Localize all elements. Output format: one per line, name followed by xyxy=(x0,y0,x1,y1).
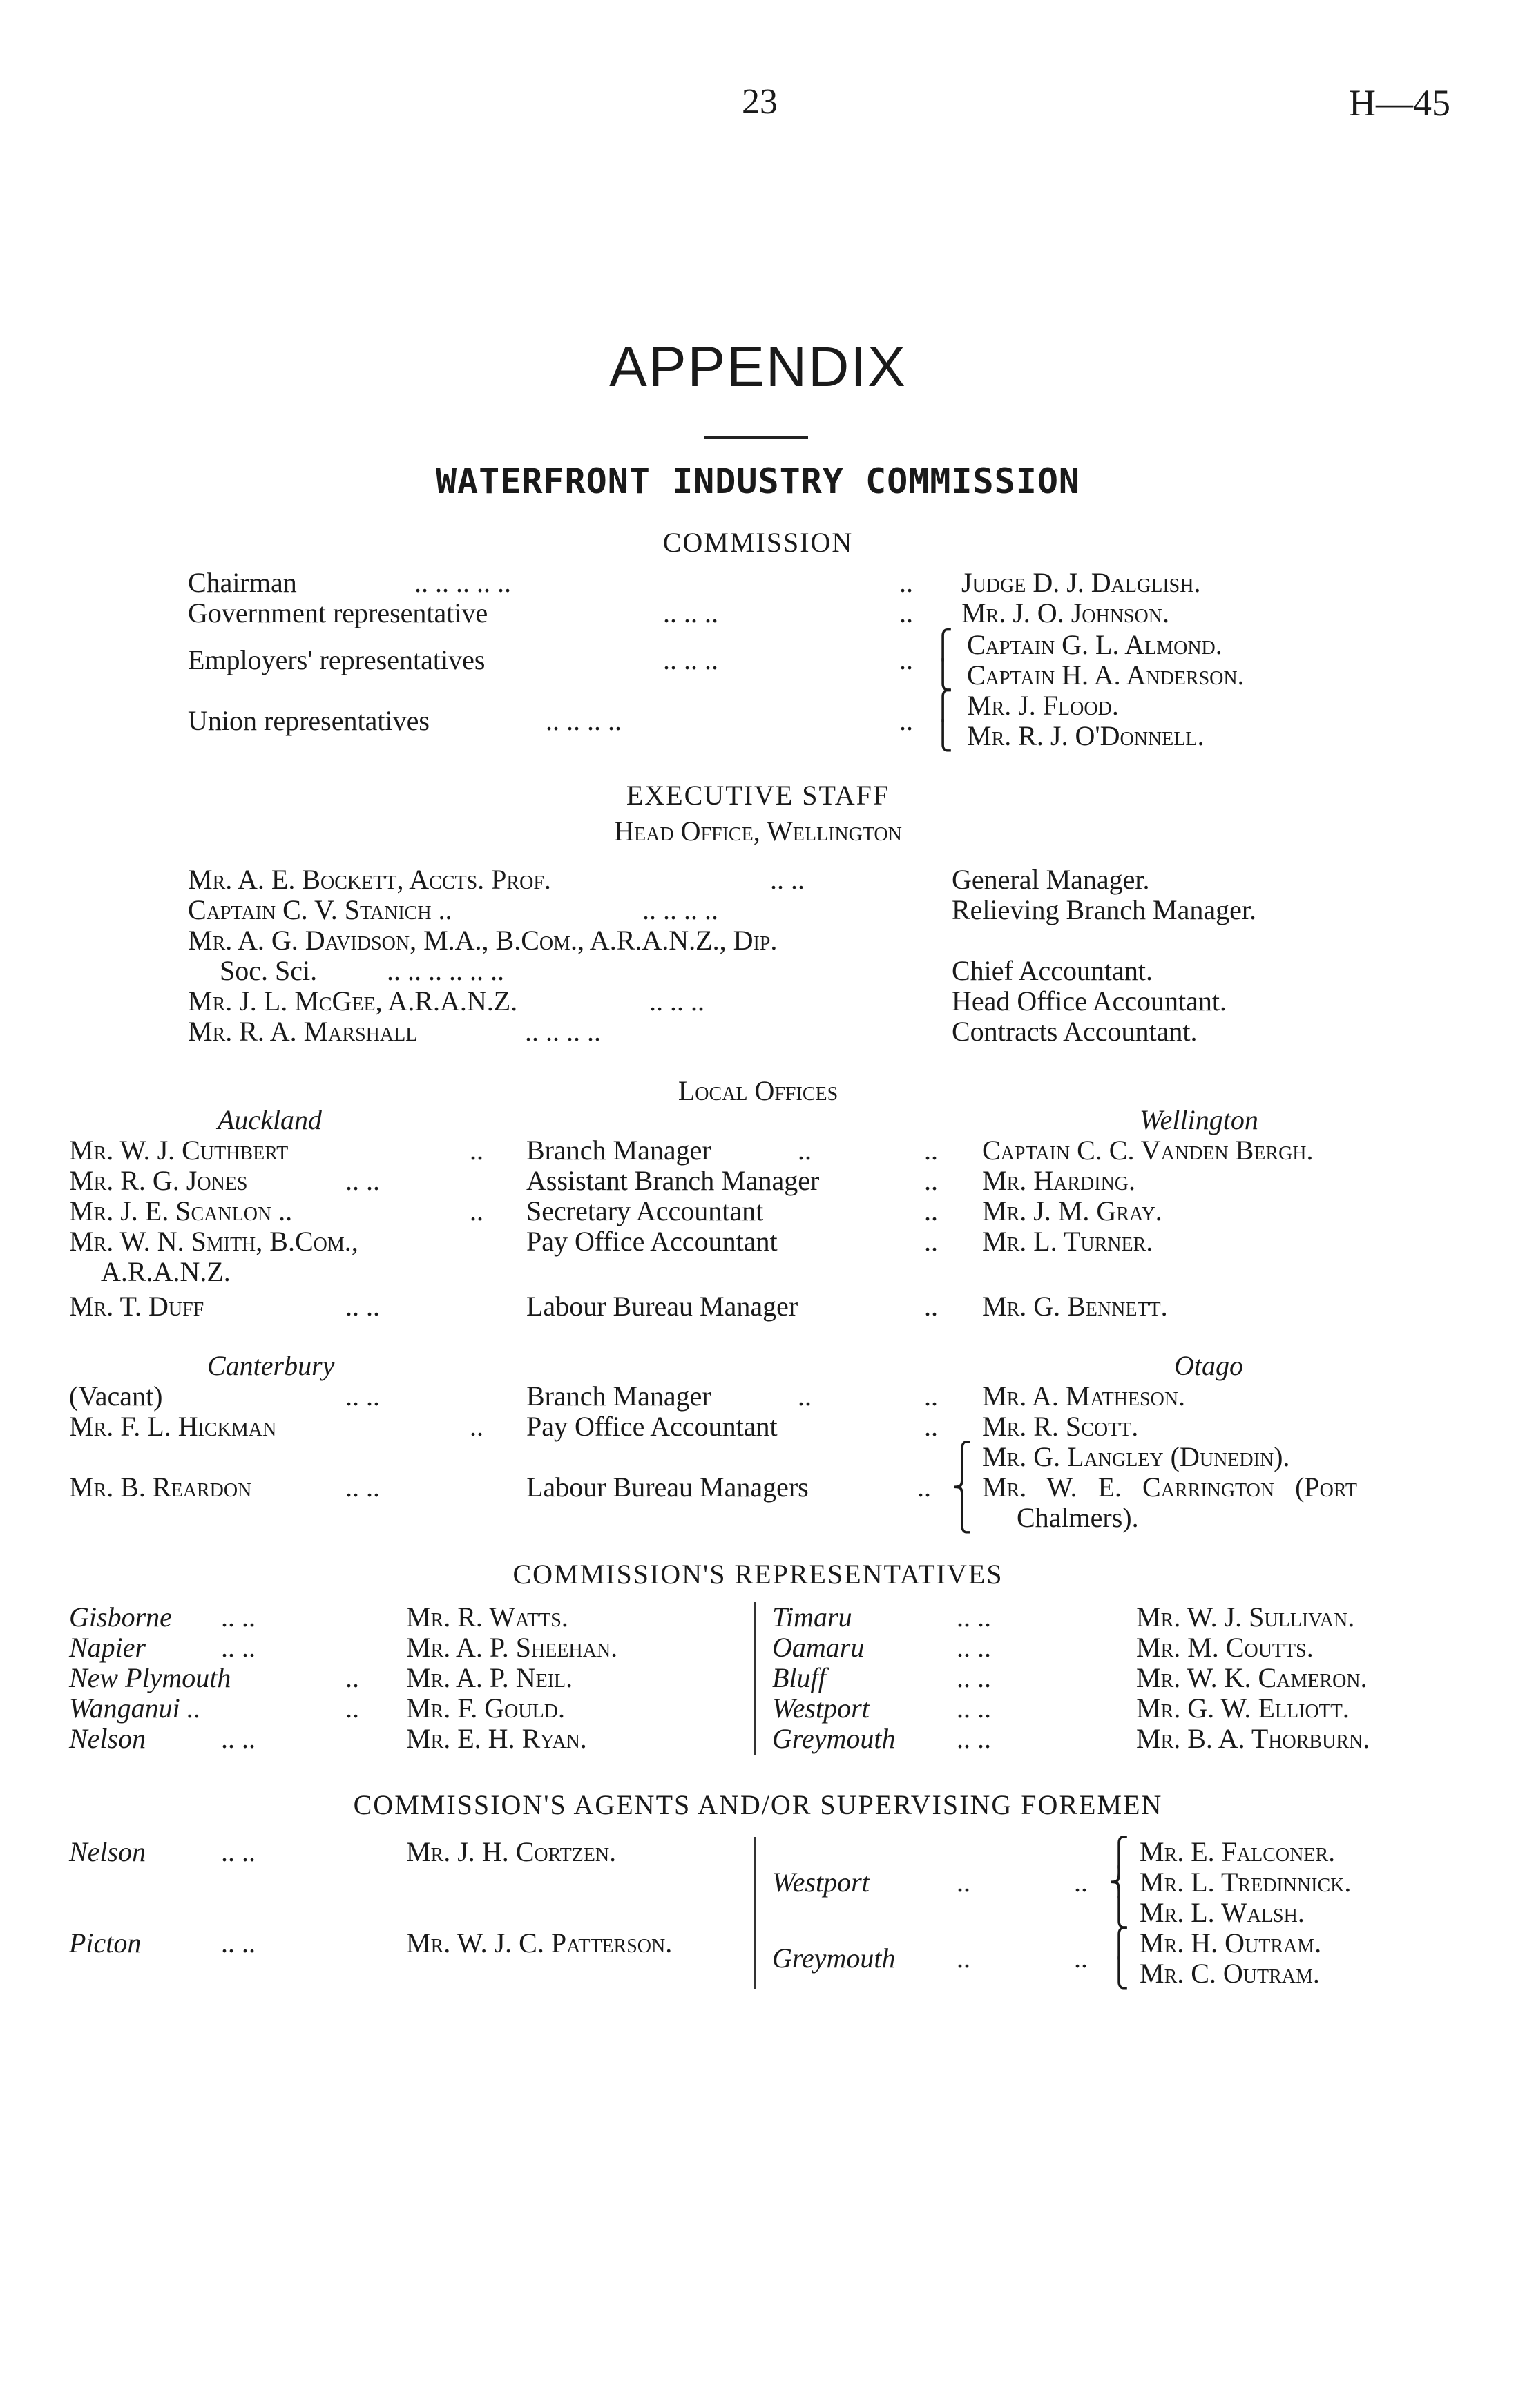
leader-dots: .. xyxy=(798,1135,812,1166)
leader-dots: .. xyxy=(345,1693,359,1724)
brace-top: ⎧ xyxy=(932,690,953,721)
leader-dots: .. xyxy=(924,1226,938,1257)
leader-dots: .. xyxy=(924,1195,938,1226)
foreman-name: Mr. E. Falconer. xyxy=(1140,1836,1336,1867)
brace-middle: ⎨ xyxy=(952,1472,972,1503)
agent-name: Mr. W. J. C. Patterson. xyxy=(406,1927,673,1958)
rep-place: Napier xyxy=(69,1632,146,1663)
leader-dots: .. xyxy=(899,705,913,736)
commission-leader: .. .. .. .. xyxy=(546,705,622,736)
rep-name: Mr. M. Coutts. xyxy=(1136,1632,1314,1663)
leader-dots: .. xyxy=(899,567,913,598)
leader-dots: .. .. xyxy=(221,1632,256,1663)
leader-dots: .. .. xyxy=(221,1836,256,1867)
leader-dots: .. xyxy=(957,1943,970,1974)
leader-dots: .. .. xyxy=(345,1472,380,1503)
foreman-name: Mr. L. Walsh. xyxy=(1140,1897,1305,1928)
region-otago: Otago xyxy=(1174,1350,1243,1381)
agents-heading: COMMISSION'S AGENTS AND/OR SUPERVISING FOREMEN xyxy=(353,1789,1163,1820)
commission-heading: COMMISSION xyxy=(662,527,854,558)
brace-bottom: ⎩ xyxy=(932,720,953,751)
foreman-name: Mr. L. Tredinnick. xyxy=(1140,1867,1352,1898)
otago-staff: Mr. A. Matheson. xyxy=(982,1380,1186,1412)
leader-dots: .. .. xyxy=(345,1380,380,1412)
leader-dots: .. .. xyxy=(221,1601,256,1632)
column-divider xyxy=(754,1602,756,1755)
agent-name: Mr. J. H. Cortzen. xyxy=(406,1836,617,1867)
rep-place: Wanganui .. xyxy=(69,1693,201,1724)
staff-position: General Manager. xyxy=(952,864,1150,895)
canterbury-staff: (Vacant) xyxy=(69,1380,163,1412)
office-position: Assistant Branch Manager xyxy=(526,1165,820,1196)
leader-dots: .. xyxy=(899,597,913,628)
commission-member: Mr. J. Flood. xyxy=(967,690,1119,721)
leader-dots: .. xyxy=(1074,1867,1088,1898)
rep-place: Nelson xyxy=(69,1723,146,1754)
leader-dots: .. .. xyxy=(957,1601,991,1632)
document-code: H—45 xyxy=(1349,82,1450,124)
leader-dots: .. xyxy=(798,1380,812,1412)
staff-name: Mr. A. E. Bockett, Accts. Prof. xyxy=(188,864,551,895)
rep-name: Mr. A. P. Neil. xyxy=(406,1662,573,1693)
wellington-staff: Mr. J. M. Gray. xyxy=(982,1195,1162,1226)
staff-position: Chief Accountant. xyxy=(952,955,1153,986)
rep-name: Mr. G. W. Elliott. xyxy=(1136,1693,1350,1724)
leader-dots: .. .. xyxy=(221,1927,256,1958)
staff-leader: .. .. .. .. .. .. xyxy=(387,955,504,986)
foreman-place: Greymouth xyxy=(772,1943,896,1974)
staff-name: Mr. J. L. McGee, A.R.A.N.Z. xyxy=(188,985,518,1017)
auckland-staff: A.R.A.N.Z. xyxy=(101,1256,231,1287)
wellington-staff: Mr. Harding. xyxy=(982,1165,1136,1196)
representatives-heading: COMMISSION'S REPRESENTATIVES xyxy=(512,1559,1004,1590)
staff-name: Captain C. V. Stanich .. xyxy=(188,894,452,925)
otago-staff: Mr. R. Scott. xyxy=(982,1411,1139,1442)
leader-dots: .. xyxy=(470,1135,483,1166)
staff-position: Relieving Branch Manager. xyxy=(952,894,1256,925)
office-position: Pay Office Accountant xyxy=(526,1411,778,1442)
staff-position: Head Office Accountant. xyxy=(952,985,1227,1017)
leader-dots: .. xyxy=(924,1411,938,1442)
rep-place: Timaru xyxy=(772,1601,852,1632)
commission-role: Employers' representatives xyxy=(188,644,486,675)
staff-name: Soc. Sci. xyxy=(220,955,318,986)
leader-dots: .. xyxy=(917,1472,931,1503)
leader-dots: .. .. xyxy=(345,1165,380,1196)
leader-dots: .. xyxy=(957,1867,970,1898)
agent-place: Picton xyxy=(69,1927,142,1958)
leader-dots: .. xyxy=(924,1380,938,1412)
rep-place: Bluff xyxy=(772,1662,826,1693)
commission-role: Union representatives xyxy=(188,705,430,736)
staff-leader: .. .. .. xyxy=(649,985,704,1017)
commission-leader: .. .. .. xyxy=(663,644,718,675)
wellington-staff: Captain C. C. Vanden Bergh. xyxy=(982,1135,1314,1166)
staff-leader: .. .. .. .. xyxy=(642,894,718,925)
commission-member: Captain G. L. Almond. xyxy=(967,629,1222,660)
staff-name: Mr. R. A. Marshall xyxy=(188,1016,418,1047)
brace-top: ⎧ xyxy=(1109,1927,1129,1958)
leader-dots: .. .. xyxy=(957,1693,991,1724)
rep-name: Mr. A. P. Sheehan. xyxy=(406,1632,618,1663)
commission-member: Captain H. A. Anderson. xyxy=(967,659,1245,691)
leader-dots: .. xyxy=(470,1411,483,1442)
brace-top: ⎧ xyxy=(932,629,953,660)
office-position: Secretary Accountant xyxy=(526,1195,764,1226)
page-number: 23 xyxy=(742,82,778,122)
foreman-place: Westport xyxy=(772,1867,870,1898)
region-auckland: Auckland xyxy=(218,1104,323,1135)
office-position: Labour Bureau Manager xyxy=(526,1291,798,1322)
auckland-staff: Mr. W. N. Smith, B.Com., xyxy=(69,1226,358,1257)
column-divider xyxy=(754,1837,756,1989)
executive-staff-heading: EXECUTIVE STAFF xyxy=(626,780,890,811)
leader-dots: .. xyxy=(1074,1943,1088,1974)
leader-dots: .. .. xyxy=(957,1632,991,1663)
rep-place: New Plymouth xyxy=(69,1662,231,1693)
brace-bottom: ⎩ xyxy=(952,1502,972,1533)
commission-leader: .. .. .. .. .. xyxy=(414,567,511,598)
leader-dots: .. xyxy=(924,1135,938,1166)
office-position: Pay Office Accountant xyxy=(526,1226,778,1257)
foreman-name: Mr. H. Outram. xyxy=(1140,1927,1322,1958)
brace-bottom: ⎩ xyxy=(1109,1897,1129,1928)
staff-leader: .. .. xyxy=(770,864,805,895)
rep-name: Mr. F. Gould. xyxy=(406,1693,565,1724)
brace-top: ⎧ xyxy=(1109,1836,1129,1867)
auckland-staff: Mr. T. Duff xyxy=(69,1291,204,1322)
leader-dots: .. .. xyxy=(957,1662,991,1693)
leader-dots: .. xyxy=(345,1662,359,1693)
canterbury-staff: Mr. F. L. Hickman xyxy=(69,1411,277,1442)
brace-top: ⎧ xyxy=(952,1441,972,1472)
otago-staff: Mr. W. E. Carrington (Port xyxy=(982,1472,1357,1503)
wellington-staff: Mr. L. Turner. xyxy=(982,1226,1153,1257)
rep-name: Mr. W. K. Cameron. xyxy=(1136,1662,1368,1693)
brace-bottom: ⎩ xyxy=(932,659,953,691)
commission-role: Government representative xyxy=(188,597,488,628)
office-position: Branch Manager xyxy=(526,1380,711,1412)
rep-name: Mr. R. Watts. xyxy=(406,1601,568,1632)
head-office-subheading: Head Office, Wellington xyxy=(614,816,902,847)
leader-dots: .. xyxy=(899,644,913,675)
auckland-staff: Mr. J. E. Scanlon .. xyxy=(69,1195,293,1226)
rep-place: Gisborne xyxy=(69,1601,172,1632)
foreman-name: Mr. C. Outram. xyxy=(1140,1958,1320,1989)
region-canterbury: Canterbury xyxy=(207,1350,335,1381)
brace-middle: ⎨ xyxy=(1109,1867,1129,1898)
otago-staff: Chalmers). xyxy=(1017,1502,1139,1533)
office-position: Labour Bureau Managers xyxy=(526,1472,809,1503)
commission-member: Judge D. J. Dalglish. xyxy=(961,567,1201,598)
main-title: WATERFRONT INDUSTRY COMMISSION xyxy=(435,461,1081,501)
leader-dots: .. .. xyxy=(221,1723,256,1754)
commission-member: Mr. J. O. Johnson. xyxy=(961,597,1169,628)
title-rule xyxy=(704,436,808,439)
local-offices-heading: Local Offices xyxy=(678,1075,838,1106)
otago-staff: Mr. G. Langley (Dunedin). xyxy=(982,1441,1290,1472)
rep-place: Oamaru xyxy=(772,1632,865,1663)
staff-position: Contracts Accountant. xyxy=(952,1016,1198,1047)
staff-name: Mr. A. G. Davidson, M.A., B.Com., A.R.A.N.Z., Dip. xyxy=(188,925,778,956)
appendix-title: APPENDIX xyxy=(609,336,907,398)
leader-dots: .. .. xyxy=(345,1291,380,1322)
office-position: Branch Manager xyxy=(526,1135,711,1166)
leader-dots: .. xyxy=(924,1165,938,1196)
rep-name: Mr. E. H. Ryan. xyxy=(406,1723,587,1754)
canterbury-staff: Mr. B. Reardon xyxy=(69,1472,252,1503)
leader-dots: .. xyxy=(924,1291,938,1322)
rep-place: Westport xyxy=(772,1693,870,1724)
brace-bottom: ⎩ xyxy=(1109,1958,1129,1989)
leader-dots: .. .. xyxy=(957,1723,991,1754)
auckland-staff: Mr. W. J. Cuthbert xyxy=(69,1135,289,1166)
wellington-staff: Mr. G. Bennett. xyxy=(982,1291,1168,1322)
commission-role: Chairman xyxy=(188,567,297,598)
staff-leader: .. .. .. .. xyxy=(525,1016,601,1047)
rep-name: Mr. W. J. Sullivan. xyxy=(1136,1601,1355,1632)
rep-place: Greymouth xyxy=(772,1723,896,1754)
commission-member: Mr. R. J. O'Donnell. xyxy=(967,720,1205,751)
region-wellington: Wellington xyxy=(1140,1104,1258,1135)
agent-place: Nelson xyxy=(69,1836,146,1867)
leader-dots: .. xyxy=(470,1195,483,1226)
auckland-staff: Mr. R. G. Jones xyxy=(69,1165,248,1196)
rep-name: Mr. B. A. Thorburn. xyxy=(1136,1723,1370,1754)
commission-leader: .. .. .. xyxy=(663,597,718,628)
